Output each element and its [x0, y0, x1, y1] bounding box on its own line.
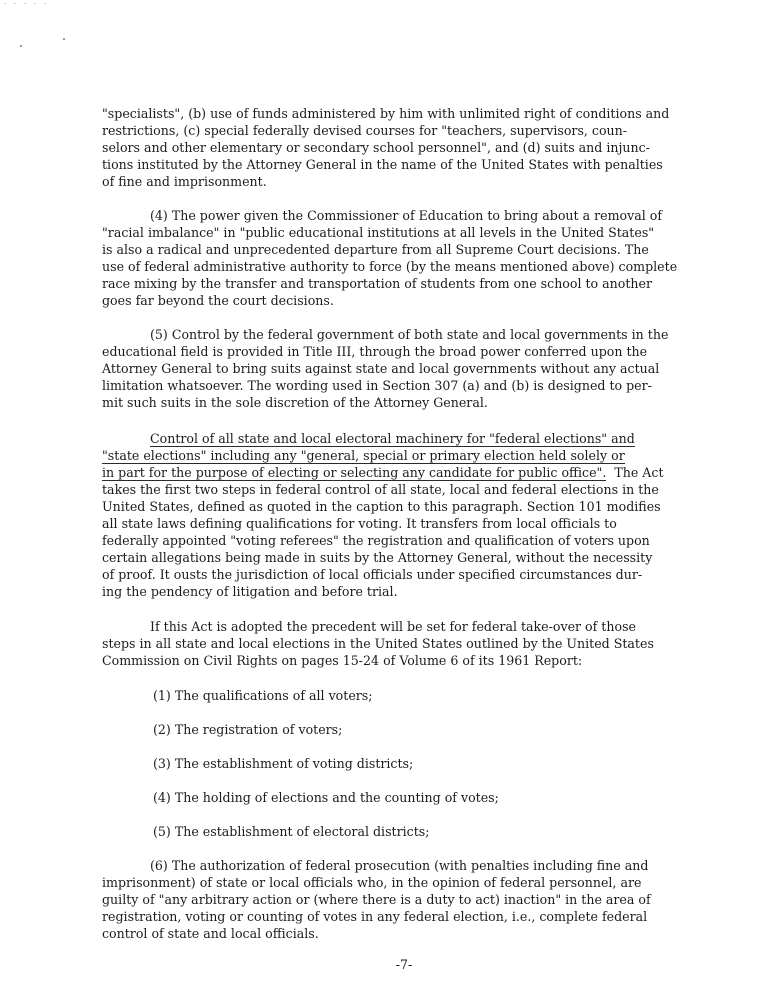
text-line: takes the first two steps in federal control of all state, local and federal elections in the — [102, 482, 659, 497]
text-line: is also a radical and unprecedented departure from all Supreme Court decisions. The — [102, 242, 649, 257]
text-line: certain allegations being made in suits by the Attorney General, without the necessity — [102, 550, 653, 565]
text-line: of proof. It ousts the jurisdiction of local officials under specified circumstances dur- — [102, 567, 643, 582]
text-line: use of federal administrative authority to force (by the means mentioned above) complete — [102, 259, 678, 274]
scan-corner-mark: - - - - - — [4, 0, 49, 7]
text-line: control of state and local officials. — [102, 926, 319, 941]
text-line: United States, defined as quoted in the caption to this paragraph. Section 101 modifies — [102, 499, 661, 514]
scan-speck — [63, 38, 65, 40]
text-line: selors and other elementary or secondary school personnel", and (d) suits and injunc- — [102, 140, 650, 155]
text-line: steps in all state and local elections in the United States outlined by the United States — [102, 636, 654, 651]
scan-speck — [20, 45, 22, 47]
text-line: federally appointed "voting referees" the registration and qualification of voters upon — [102, 533, 650, 548]
underlined-text: in part for the purpose of electing or selecting any candidate for public office". — [102, 465, 607, 480]
text-line: "racial imbalance" in "public educational institutions at all levels in the United States" — [102, 225, 655, 240]
underlined-text: "state elections" including any "general, special or primary election held solely or — [102, 448, 625, 463]
paragraph-racial-imbalance — [102, 207, 708, 309]
underlined-caption-line — [102, 464, 708, 481]
text-line: mit such suits in the sole discretion of the Attorney General. — [102, 395, 488, 410]
paragraph-prosecution — [102, 857, 708, 942]
text-line: "specialists", (b) use of funds administered by him with unlimited right of conditions and — [102, 106, 670, 121]
text-line: restrictions, (c) special federally devised courses for "teachers, supervisors, coun- — [102, 123, 628, 138]
text-line: limitation whatsoever. The wording used in Section 307 (a) and (b) is designed to per- — [102, 378, 652, 393]
text-line: guilty of "any arbitrary action or (where there is a duty to act) inaction" in the area of — [102, 892, 651, 907]
text-line: (5) Control by the federal government of both state and local governments in the — [150, 327, 669, 342]
text-line: ing the pendency of litigation and before trial. — [102, 584, 398, 599]
text-line: Commission on Civil Rights on pages 15-24 of Volume 6 of its 1961 Report: — [102, 653, 583, 668]
text-line: tions instituted by the Attorney General in the name of the United States with penalties — [102, 157, 663, 172]
text-line: educational field is provided in Title III, through the broad power conferred upon the — [102, 344, 648, 359]
text-line: goes far beyond the court decisions. — [102, 293, 334, 308]
text-tail: The Act — [606, 465, 664, 480]
list-item: (5) The establishment of electoral districts; — [153, 824, 430, 839]
paragraph-specialists — [102, 105, 708, 190]
text-line: (6) The authorization of federal prosecution (with penalties including fine and — [150, 858, 649, 873]
paragraph-precedent — [102, 618, 708, 669]
text-line: imprisonment) of state or local officials who, in the opinion of federal personnel, are — [102, 875, 642, 890]
paragraph-federal-control — [102, 326, 708, 411]
text-line: (4) The power given the Commissioner of Education to bring about a removal of — [150, 208, 662, 223]
page-number: -7- — [395, 957, 413, 972]
list-item: (2) The registration of voters; — [153, 722, 343, 737]
text-line: race mixing by the transfer and transportation of students from one school to another — [102, 276, 652, 291]
paragraph-electoral-machinery — [102, 430, 708, 600]
underlined-caption-line — [102, 430, 708, 447]
list-item: (3) The establishment of voting districts; — [153, 756, 414, 771]
text-line: Attorney General to bring suits against state and local governments without any actual — [102, 361, 660, 376]
list-item: (4) The holding of elections and the counting of votes; — [153, 790, 499, 805]
underlined-caption-line — [102, 447, 708, 464]
text-line: If this Act is adopted the precedent will be set for federal take-over of those — [150, 619, 636, 634]
underlined-text: Control of all state and local electoral machinery for "federal elections" and — [150, 431, 635, 446]
text-line: of fine and imprisonment. — [102, 174, 267, 189]
text-line: registration, voting or counting of votes in any federal election, i.e., complete federal — [102, 909, 648, 924]
list-item: (1) The qualifications of all voters; — [153, 688, 373, 703]
text-line: all state laws defining qualifications for voting. It transfers from local officials to — [102, 516, 617, 531]
